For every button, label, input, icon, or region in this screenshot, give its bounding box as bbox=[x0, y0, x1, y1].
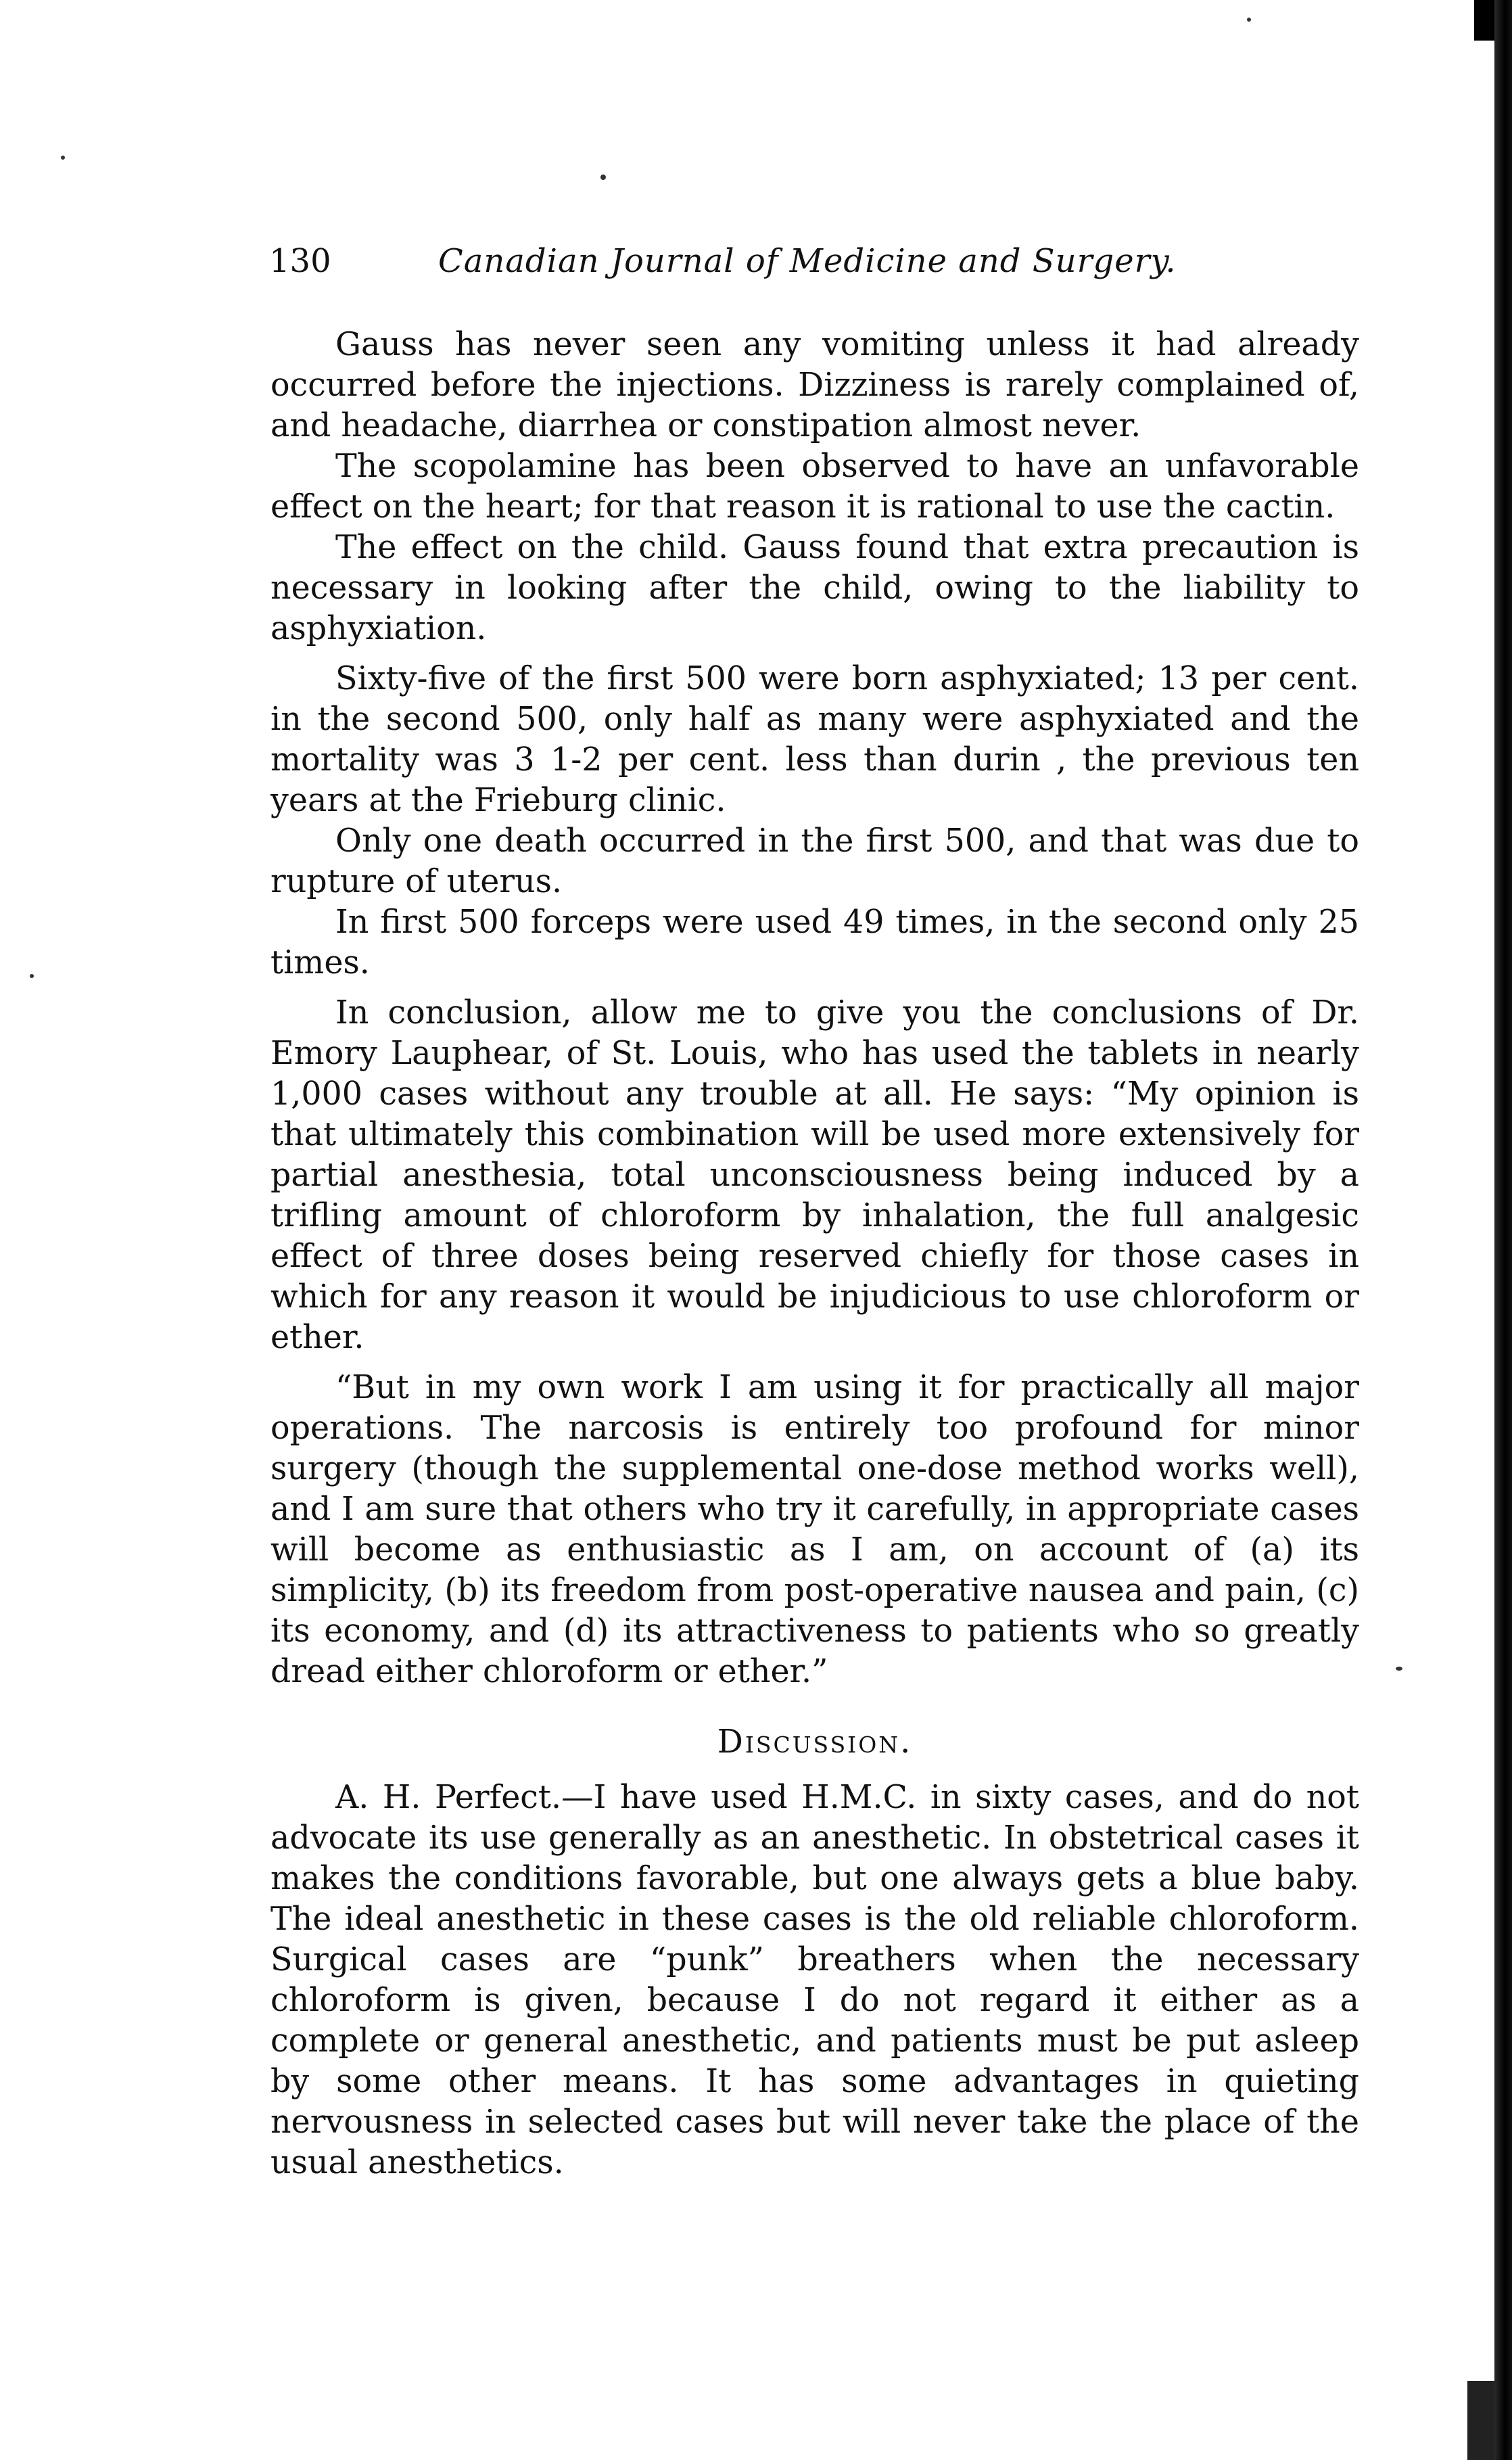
scan-speck bbox=[30, 974, 34, 978]
journal-title: Canadian Journal of Medicine and Surgery. bbox=[438, 242, 1177, 280]
paragraph: Only one death occurred in the first 500, and that was due to rupture of uterus. bbox=[270, 822, 1359, 900]
page-header bbox=[269, 242, 1378, 296]
scan-speck bbox=[1467, 2381, 1494, 2460]
paragraph: In first 500 forceps were used 49 times, in the second only 25 times. bbox=[270, 904, 1359, 981]
scan-speck bbox=[1396, 1667, 1402, 1671]
paragraph: Sixty-five of the first 500 were born asphyxiated; 13 per cent. in the second 500, only half as many were asphyxiated and the mortality was 3 1-2 per cent. less than durin , the previous ten years at the Frieburg clinic. bbox=[270, 660, 1359, 819]
article-body bbox=[270, 325, 1359, 2183]
paragraph: “But in my own work I am using it for practically all major operations. The narcosis is entirely too profound for minor surgery (though the supplemental one-dose method works well), and I am sure that others who try it carefully, in appropriate cases will become as enthusiastic as I am, on account of (a) its simplicity, (b) its freedom from post-operative nausea and pain, (c) its economy, and (d) its attractiveness to patients who so greatly dread either chloroform or ether.” bbox=[270, 1369, 1359, 1690]
paragraph: The scopolamine has been observed to have an unfavorable effect on the heart; for that reason it is rational to use the cactin. bbox=[270, 448, 1359, 526]
scan-speck bbox=[600, 175, 606, 180]
page-number: 130 bbox=[269, 242, 331, 280]
paragraph: In conclusion, allow me to give you the conclusions of Dr. Emory Lauphear, of St. Louis, who has used the tablets in nearly 1,000 cases without any trouble at all. He says: “My opinion is that ultimately this combination will be used more extensively for partial anesthesia, total unconsciousness being induced by a trifling amount of chloroform by inhalation, the full analgesic effect of three doses being reserved chiefly for those cases in which for any reason it would be injudicious to use chloroform or ether. bbox=[270, 994, 1359, 1356]
discussion-heading: Discussion. bbox=[717, 1723, 913, 1761]
discussion-paragraph: A. H. Perfect.—I have used H.M.C. in sixty cases, and do not advocate its use generally as an anesthetic. In obstetrical cases it makes the conditions favorable, but one always gets a blue baby. The ideal anesthetic in these cases is the old reliable chloroform. Surgical cases are “punk” breathers when the necessary chloroform is given, because I do not regard it either as a complete or general anesthetic, and patients must be put asleep by some other means. It has some advantages in quieting nervousness in selected cases but will never take the place of the usual anesthetics. bbox=[270, 1779, 1359, 2181]
binding-edge bbox=[1494, 0, 1512, 2460]
scan-speck bbox=[61, 156, 65, 160]
paragraph: The effect on the child. Gauss found that extra precaution is necessary in looking after the child, owing to the liability to asphyxiation. bbox=[270, 529, 1359, 647]
paragraph: Gauss has never seen any vomiting unless it had already occurred before the injections. Dizziness is rarely complained of, and headache, diarrhea or constipation almost never. bbox=[270, 326, 1359, 444]
scan-speck bbox=[1247, 18, 1251, 22]
scan-speck bbox=[1474, 0, 1494, 41]
